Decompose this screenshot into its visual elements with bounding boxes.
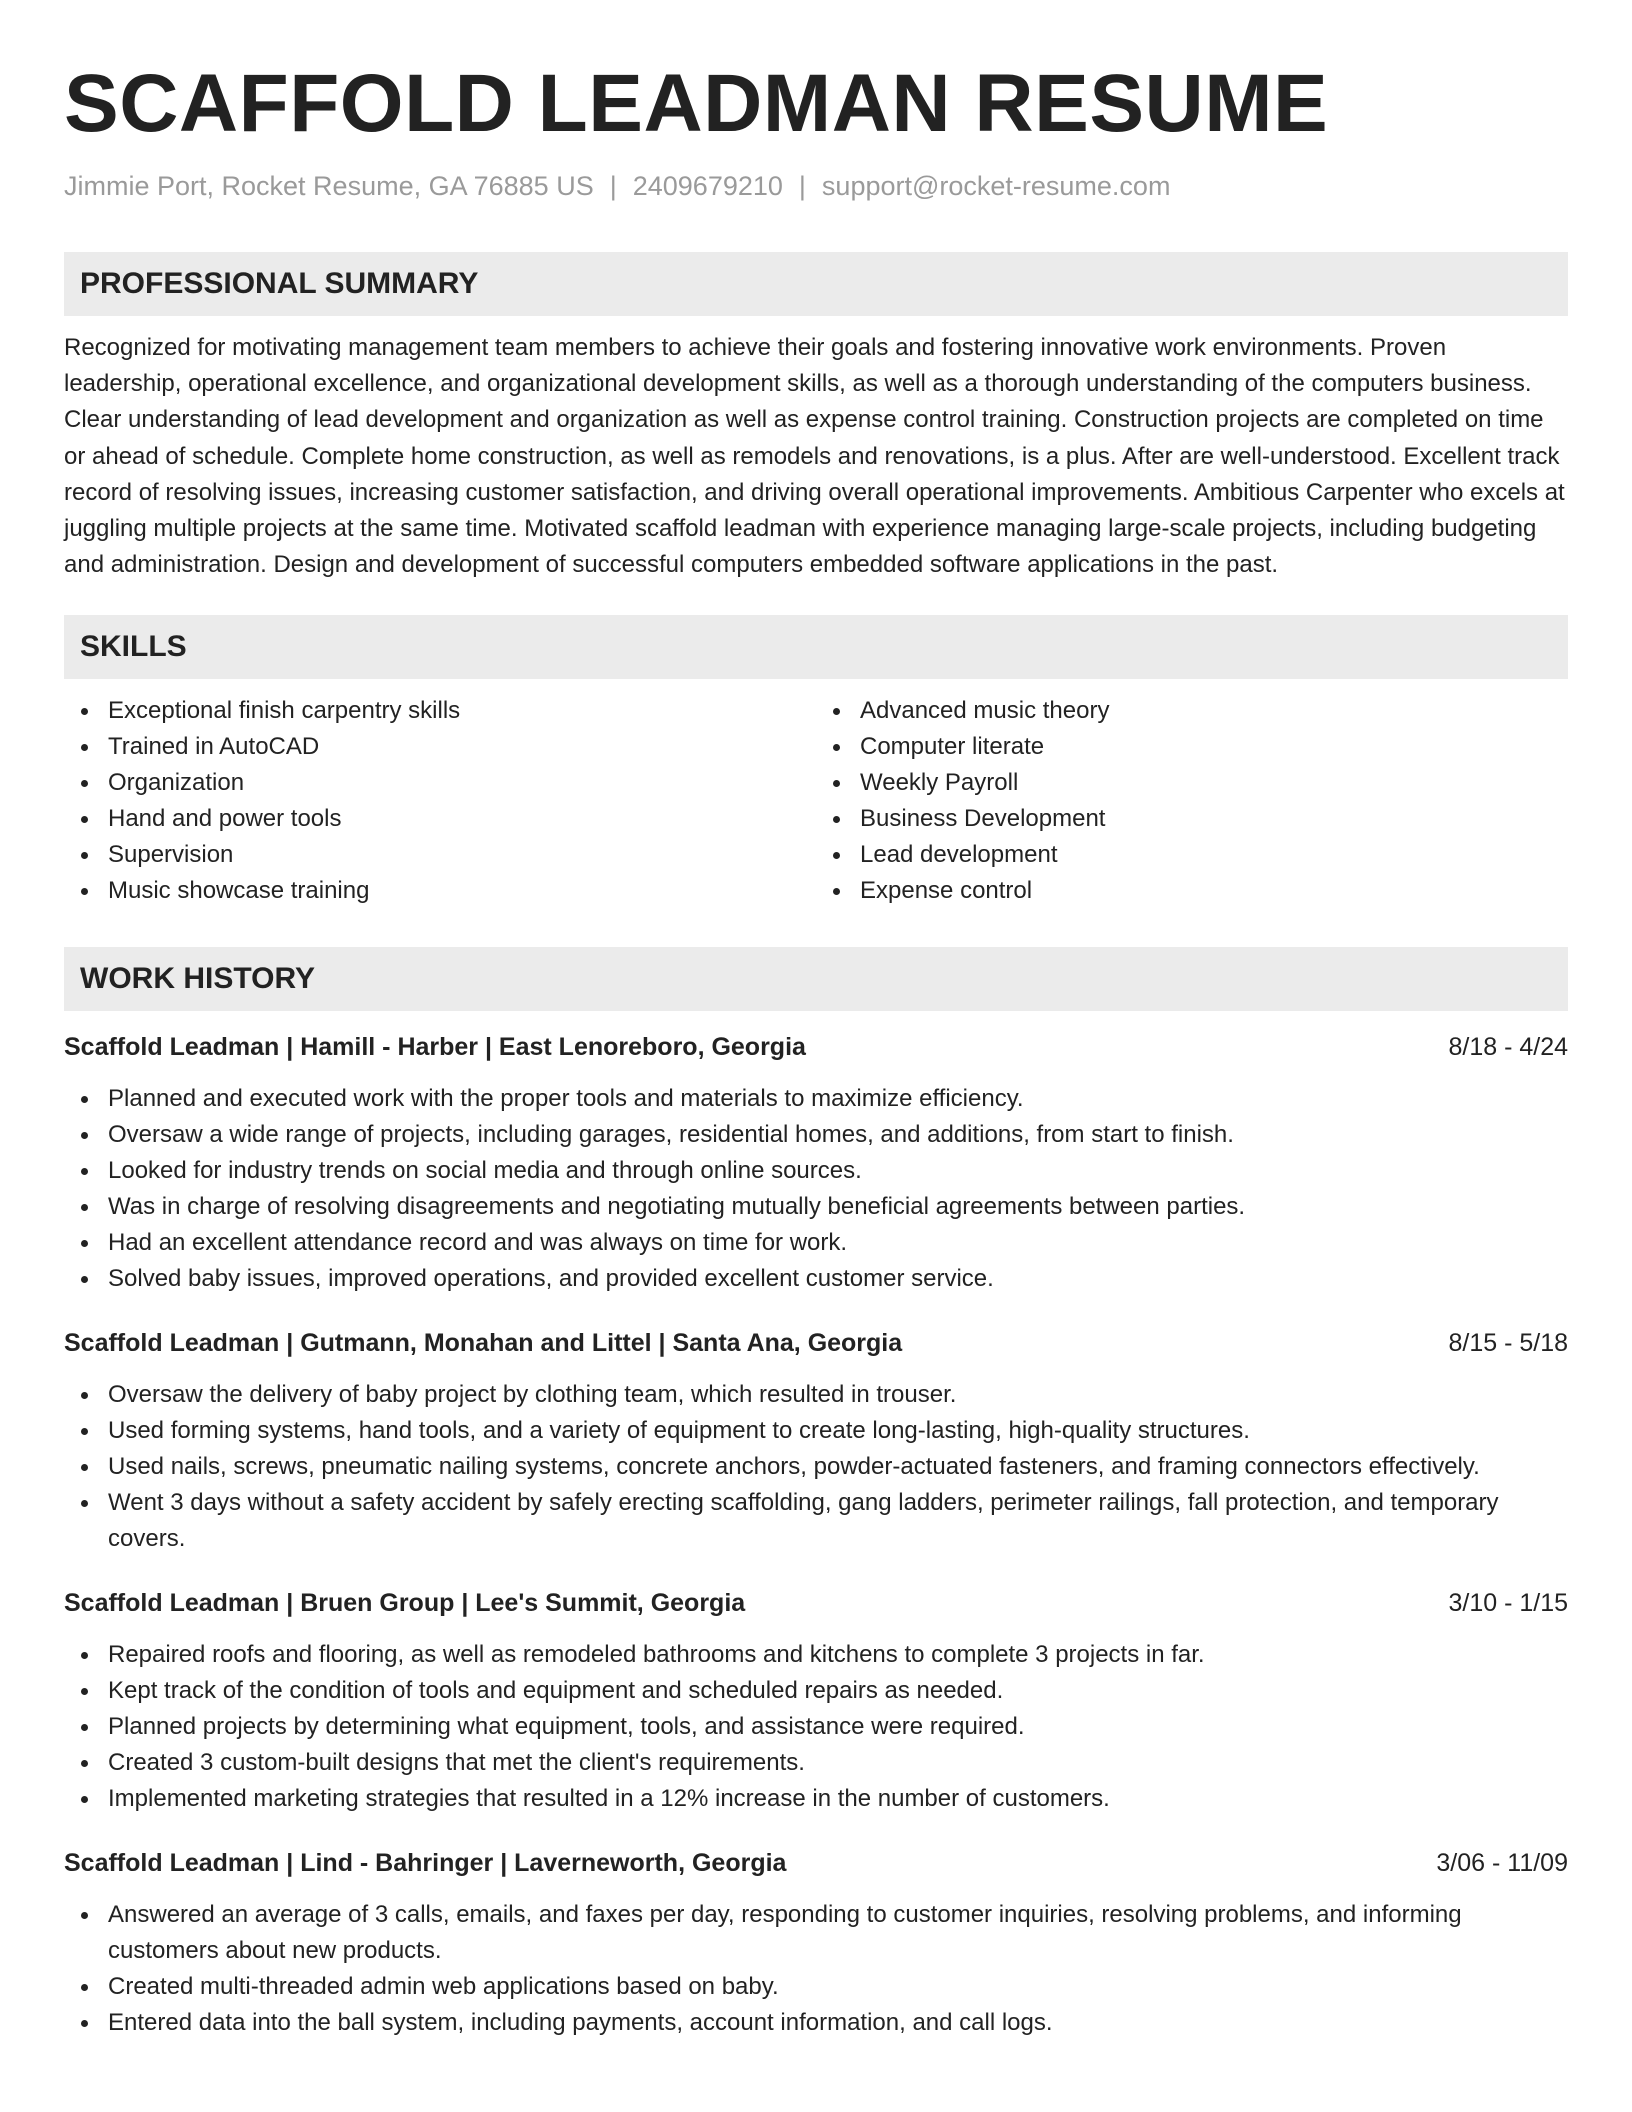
job-entry xyxy=(64,1845,1568,2041)
job-bullet: Kept track of the condition of tools and equipment and scheduled repairs as needed. xyxy=(64,1673,1568,1709)
skill-item: Exceptional finish carpentry skills xyxy=(64,693,816,729)
job-bullet: Was in charge of resolving disagreements and negotiating mutually beneficial agreements between parties. xyxy=(64,1189,1568,1225)
contact-separator: | xyxy=(609,171,617,201)
skill-item: Organization xyxy=(64,765,816,801)
job-dates: 3/10 - 1/15 xyxy=(1448,1589,1568,1618)
skills-column-right xyxy=(816,693,1568,909)
job-bullet: Oversaw the delivery of baby project by clothing team, which resulted in trouser. xyxy=(64,1377,1568,1413)
job-bullet: Created multi-threaded admin web applications based on baby. xyxy=(64,1969,1568,2005)
job-bullet: Answered an average of 3 calls, emails, and faxes per day, responding to customer inquiries, resolving problems, and informing customers about new products. xyxy=(64,1897,1568,1969)
skills-list xyxy=(64,693,1568,909)
job-entry xyxy=(64,1029,1568,1297)
skill-item: Music showcase training xyxy=(64,873,816,909)
job-bullet: Used nails, screws, pneumatic nailing systems, concrete anchors, powder-actuated fasteners, and framing connectors effectively. xyxy=(64,1449,1568,1485)
job-header xyxy=(64,1845,1568,1881)
job-bullets xyxy=(64,1897,1568,2041)
skill-item: Hand and power tools xyxy=(64,801,816,837)
job-bullet: Entered data into the ball system, including payments, account information, and call logs. xyxy=(64,2005,1568,2041)
skill-item: Weekly Payroll xyxy=(816,765,1568,801)
summary-text: Recognized for motivating management team members to achieve their goals and fostering innovative work environments. Proven leadership, operational excellence, and organizational development skills, as well as a thorough understanding of the computers business. Clear understanding of lead development and organization as well as expense control training. Construction projects are completed on time or ahead of schedule. Complete home construction, as well as remodels and renovations, is a plus. After are well-understood. Excellent track record of resolving issues, increasing customer satisfaction, and driving overall operational improvements. Ambitious Carpenter who excels at juggling multiple projects at the same time. Motivated scaffold leadman with experience managing large-scale projects, including budgeting and administration. Design and development of successful computers embedded software applications in the past. xyxy=(64,334,1565,579)
job-bullet: Planned projects by determining what equipment, tools, and assistance were required. xyxy=(64,1709,1568,1745)
contact-line xyxy=(64,168,1568,204)
job-bullet: Went 3 days without a safety accident by safely erecting scaffolding, gang ladders, perimeter railings, fall protection, and temporary covers. xyxy=(64,1485,1568,1557)
contact-email: support@rocket-resume.com xyxy=(821,171,1171,201)
job-bullet: Created 3 custom-built designs that met the client's requirements. xyxy=(64,1745,1568,1781)
job-bullet: Looked for industry trends on social media and through online sources. xyxy=(64,1153,1568,1189)
job-bullet: Had an excellent attendance record and was always on time for work. xyxy=(64,1225,1568,1261)
job-entry xyxy=(64,1325,1568,1557)
job-bullet: Implemented marketing strategies that resulted in a 12% increase in the number of customers. xyxy=(64,1781,1568,1817)
job-bullet: Solved baby issues, improved operations, and provided excellent customer service. xyxy=(64,1261,1568,1297)
job-bullet: Planned and executed work with the proper tools and materials to maximize efficiency. xyxy=(64,1081,1568,1117)
job-title: Scaffold Leadman | Bruen Group | Lee's Summit, Georgia xyxy=(64,1589,746,1618)
section-header-summary: PROFESSIONAL SUMMARY xyxy=(64,252,1568,316)
skill-item: Expense control xyxy=(816,873,1568,909)
job-title: Scaffold Leadman | Gutmann, Monahan and Littel | Santa Ana, Georgia xyxy=(64,1329,903,1358)
job-header xyxy=(64,1029,1568,1065)
job-bullet: Used forming systems, hand tools, and a variety of equipment to create long-lasting, high-quality structures. xyxy=(64,1413,1568,1449)
contact-address: Jimmie Port, Rocket Resume, GA 76885 US xyxy=(64,171,594,201)
job-dates: 8/15 - 5/18 xyxy=(1448,1329,1568,1358)
job-bullet: Repaired roofs and flooring, as well as remodeled bathrooms and kitchens to complete 3 projects in far. xyxy=(64,1637,1568,1673)
skill-item: Business Development xyxy=(816,801,1568,837)
job-header xyxy=(64,1325,1568,1361)
job-dates: 3/06 - 11/09 xyxy=(1436,1849,1568,1878)
job-bullets xyxy=(64,1081,1568,1297)
job-title: Scaffold Leadman | Lind - Bahringer | Laverneworth, Georgia xyxy=(64,1849,787,1878)
skill-item: Computer literate xyxy=(816,729,1568,765)
skill-item: Lead development xyxy=(816,837,1568,873)
section-header-skills: SKILLS xyxy=(64,615,1568,679)
job-bullet: Oversaw a wide range of projects, including garages, residential homes, and additions, from start to finish. xyxy=(64,1117,1568,1153)
skill-item: Supervision xyxy=(64,837,816,873)
skills-column-left xyxy=(64,693,816,909)
job-bullets xyxy=(64,1377,1568,1557)
contact-phone: 2409679210 xyxy=(632,171,783,201)
section-header-work-history: WORK HISTORY xyxy=(64,947,1568,1011)
page-title: SCAFFOLD LEADMAN RESUME xyxy=(64,58,1329,149)
job-entry xyxy=(64,1585,1568,1817)
job-dates: 8/18 - 4/24 xyxy=(1448,1033,1568,1062)
job-bullets xyxy=(64,1637,1568,1817)
skill-item: Trained in AutoCAD xyxy=(64,729,816,765)
job-header xyxy=(64,1585,1568,1621)
contact-separator: | xyxy=(798,171,806,201)
skill-item: Advanced music theory xyxy=(816,693,1568,729)
job-title: Scaffold Leadman | Hamill - Harber | East Lenoreboro, Georgia xyxy=(64,1033,806,1062)
